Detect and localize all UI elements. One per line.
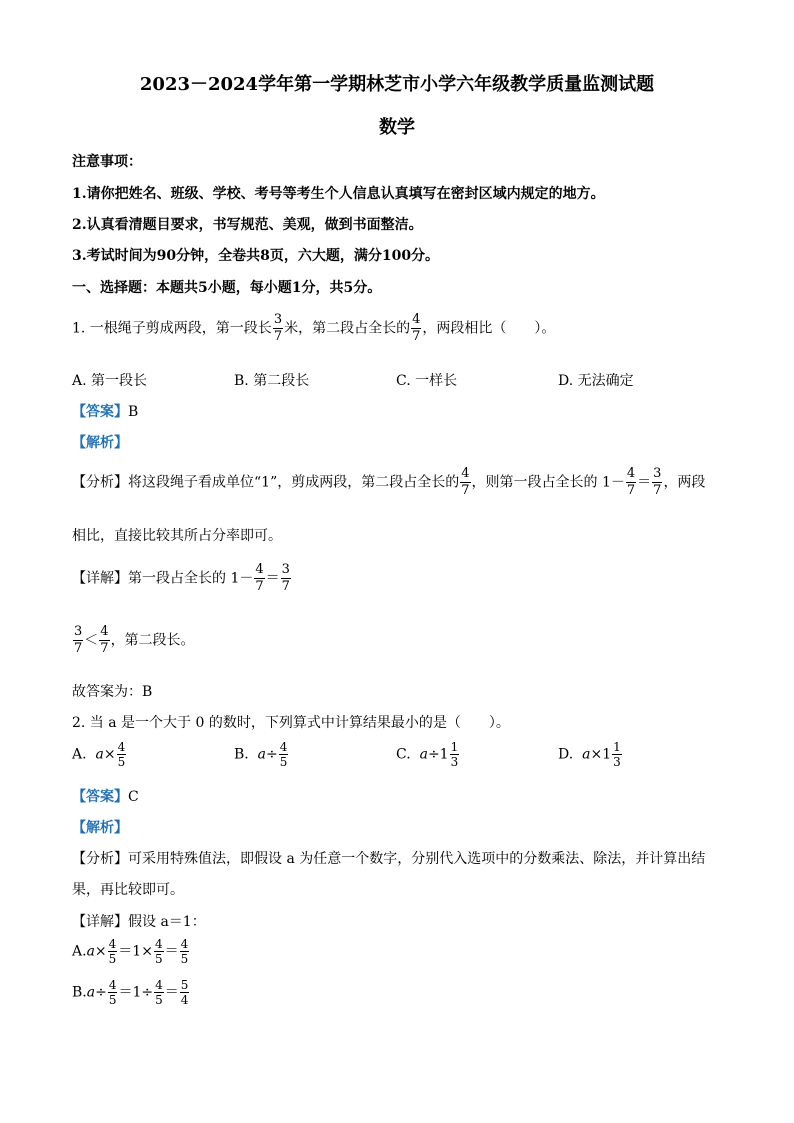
q1-fenxi-line2: 相比，直接比较其所占分率即可。 [72, 528, 282, 544]
q2-option-c: C. a÷1 $\frac{1}{3}$ [396, 740, 459, 769]
q1-conclusion: 故答案为：B [72, 684, 153, 700]
q1-fenxi: 【分析】将这段绳子看成单位“1”，剪成两段，第二段占全长的 $\frac{4}{7}$ ，则第一段占全长的 1－ $\frac{4}{7}$ ＝ $\frac{3}{7}$ ，两段 [72, 466, 706, 498]
answer-tag: 【答案】 [72, 404, 128, 420]
q1-answer: 【答案】B [72, 404, 139, 420]
q1-option-b: B. 第二段长 [234, 373, 310, 389]
q1-option-a: A. 第一段长 [72, 373, 148, 389]
page-title: 2023－2024学年第一学期林芝市小学六年级教学质量监测试题 [139, 74, 655, 95]
fraction: $\frac{3}{7}$ [273, 312, 283, 344]
q2-option-b: B. a÷ $\frac{4}{5}$ [234, 740, 288, 769]
q2-option-a: A. a× $\frac{4}{5}$ [72, 740, 126, 769]
q1-compare: $\frac{3}{7}$ ＜ $\frac{4}{7}$ ，第二段长。 [74, 624, 195, 656]
q2-answer: 【答案】C [72, 789, 139, 805]
q2-line-a: A.a× $\frac{4}{5}$ ＝1× $\frac{4}{5}$ ＝ $\frac{4}{5}$ [72, 937, 189, 966]
q1-option-c: C. 一样长 [396, 373, 458, 389]
question-1-stem: 1. 一根绳子剪成两段，第一段长 $\frac{3}{7}$ 米，第二段占全长的 $\frac{4}{7}$ ，两段相比（ ）。 [72, 312, 556, 344]
q2-line-b: B.a÷ $\frac{4}{5}$ ＝1÷ $\frac{4}{5}$ ＝ $\frac{5}{4}$ [72, 978, 189, 1007]
section-heading: 一、选择题：本题共5小题，每小题1分，共5分。 [72, 280, 382, 296]
q1-option-d: D. 无法确定 [558, 373, 634, 389]
fraction: $\frac{4}{7}$ [412, 312, 421, 344]
question-2-stem: 2. 当 a 是一个大于 0 的数时，下列算式中计算结果最小的是（ ）。 [72, 715, 510, 731]
q2-option-d: D. a×1 $\frac{1}{3}$ [558, 740, 621, 769]
notice-item-1: 1.请你把姓名、班级、学校、考号等考生个人信息认真填写在密封区域内规定的地方。 [72, 186, 605, 202]
q2-xiangjie: 【详解】假设 a＝1： [72, 914, 206, 930]
notice-item-2: 2.认真看清题目要求，书写规范、美观，做到书面整洁。 [72, 217, 423, 233]
notice-item-3: 3.考试时间为90分钟，全卷共8页，六大题，满分100分。 [72, 248, 440, 264]
subject-title: 数学 [379, 117, 415, 138]
q2-analysis-tag: 【解析】 [72, 820, 128, 836]
q1-analysis-tag: 【解析】 [72, 435, 128, 451]
q2-fenxi-line2: 果，再比较即可。 [72, 882, 184, 898]
q1-xiangjie: 【详解】第一段占全长的 1－ $\frac{4}{7}$ ＝ $\frac{3}{7}$ [72, 562, 290, 594]
q2-fenxi: 【分析】可采用特殊值法，即假设 a 为任意一个数字，分别代入选项中的分数乘法、除法，并计算出结 [72, 851, 706, 867]
notice-heading: 注意事项： [72, 154, 142, 170]
